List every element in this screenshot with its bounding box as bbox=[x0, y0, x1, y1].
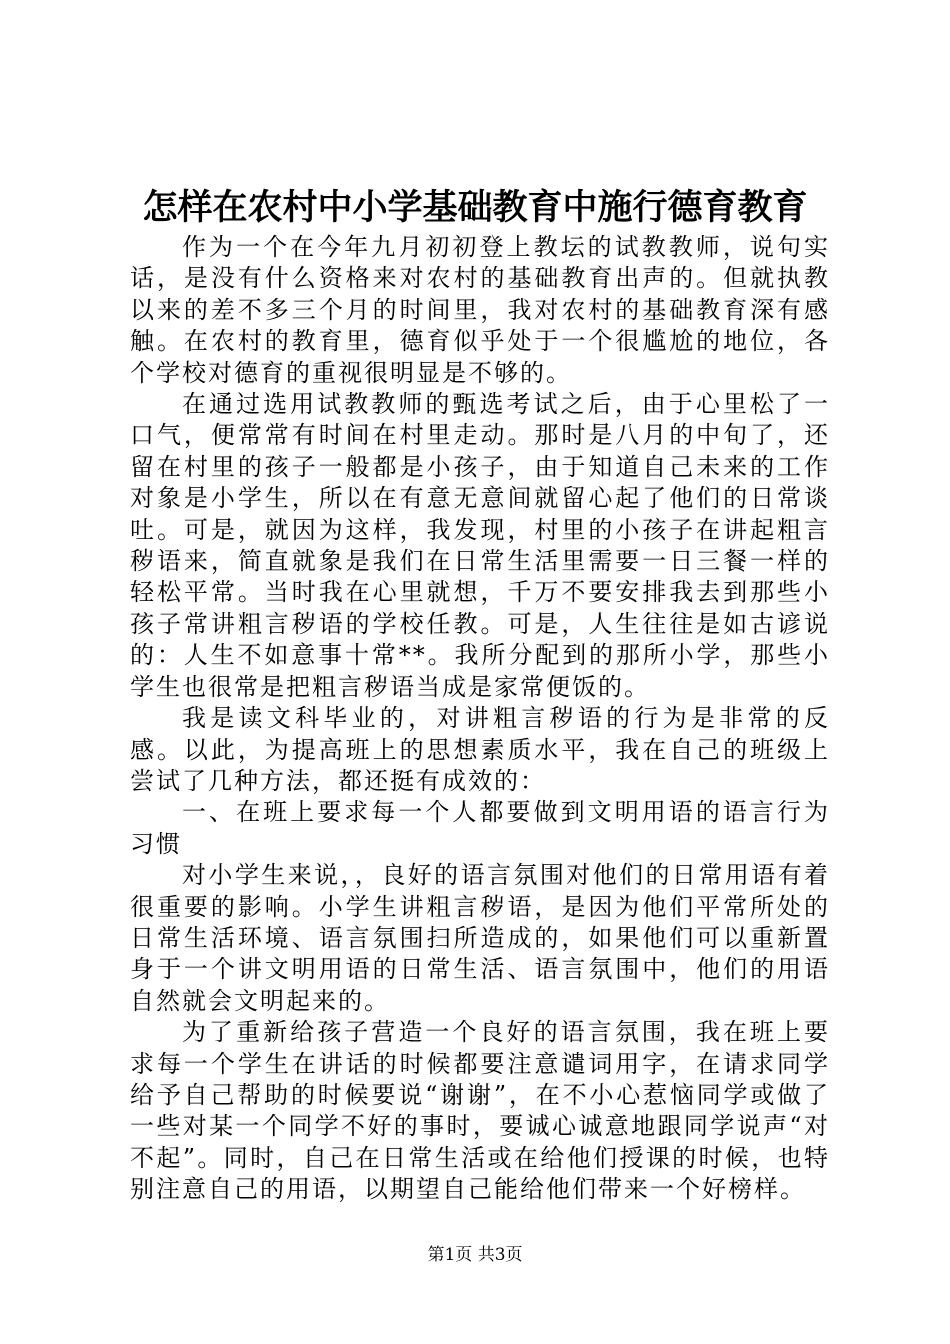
paragraph-methods-intro: 我是读文科毕业的，对讲粗言秽语的行为是非常的反感。以此，为提高班上的思想素质水平，我在自己的班级上尝试了几种方法，都还挺有成效的： bbox=[130, 704, 830, 795]
section-heading-civil-language: 一、在班上要求每一个人都要做到文明用语的语言行为习惯 bbox=[130, 798, 830, 858]
page-footer: 第1页 共3页 bbox=[427, 1245, 523, 1265]
document-body bbox=[130, 232, 830, 1206]
paragraph-observation: 在通过选用试教教师的甄选考试之后，由于心里松了一口气，便常常有时间在村里走动。那时是八月的中旬了，还留在村里的孩子一般都是小孩子，由于知道自己未来的工作对象是小学生，所以在有意无意间就留心起了他们的日常谈吐。可是，就因为这样，我发现，村里的小孩子在讲起粗言秽语来，简直就象是我们在日常生活里需要一日三餐一样的轻松平常。当时我在心里就想，千万不要安排我去到那些小孩子常讲粗言秽语的学校任教。可是，人生往往是如古谚说的：人生不如意事十常**。我所分配到的那所小学，那些小学生也很常是把粗言秽语当成是家常便饭的。 bbox=[130, 390, 830, 701]
paragraph-language-environment: 对小学生来说，，良好的语言氛围对他们的日常用语有着很重要的影响。小学生讲粗言秽语，是因为他们平常所处的日常生活环境、语言氛围扫所造成的，如果他们可以重新置身于一个讲文明用语的日常生活、语言氛围中，他们的用语自然就会文明起来的。 bbox=[130, 861, 830, 1015]
paragraph-intro: 作为一个在今年九月初初登上教坛的试教教师，说句实话，是没有什么资格来对农村的基础教育出声的。但就执教以来的差不多三个月的时间里，我对农村的基础教育深有感触。在农村的教育里，德育似乎处于一个很尴尬的地位，各个学校对德育的重视很明显是不够的。 bbox=[130, 233, 830, 387]
paragraph-polite-words: 为了重新给孩子营造一个良好的语言氛围，我在班上要求每一个学生在讲话的时候都要注意谴词用字，在请求同学给予自己帮助的时候要说“谢谢”，在不小心惹恼同学或做了一些对某一个同学不好的事时，要诚心诚意地跟同学说声“对不起”。同时，自己在日常生活或在给他们授课的时候，也特别注意自己的用语，以期望自己能给他们带来一个好榜样。 bbox=[130, 1018, 830, 1204]
document-title: 怎样在农村中小学基础教育中施行德育教育 bbox=[142, 188, 808, 228]
